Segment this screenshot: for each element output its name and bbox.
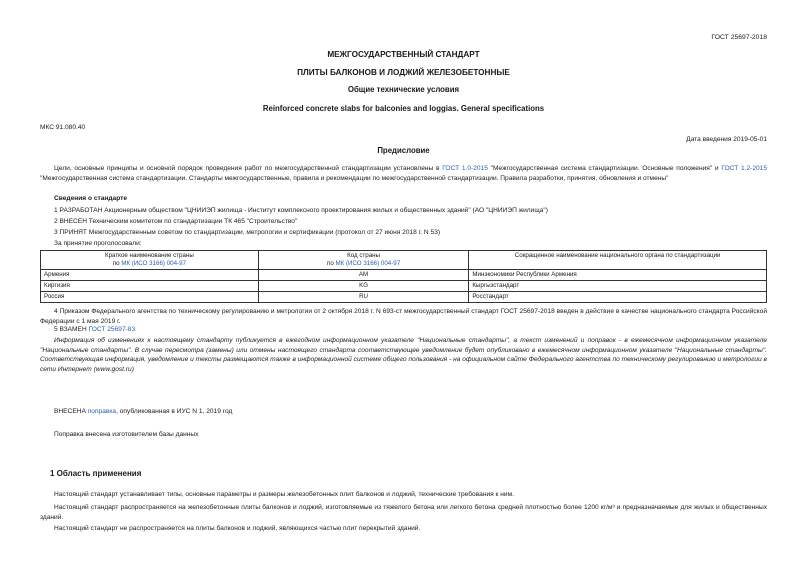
code-cell: RU: [258, 292, 469, 303]
item-1: 1 РАЗРАБОТАН Акционерным обществом "ЦНИИЭП жилища - Институт комплексного проектирования жилых и общественных зданий" (АО "ЦНИИЭП жилища"): [54, 207, 548, 214]
table-row: [41, 292, 767, 303]
section-1-heading: 1 Область применения: [50, 469, 142, 478]
document-title: ПЛИТЫ БАЛКОНОВ И ЛОДЖИЙ ЖЕЛЕЗОБЕТОННЫЕ: [297, 68, 510, 77]
item-2: 2 ВНЕСЕН Техническим комитетом по стандартизации ТК 465 "Строительство": [54, 218, 298, 225]
changes-notice: Информация об изменениях к настоящему стандарту публикуется в ежегодном информационном указателе "Национальные стандарты", а текст изменений и поправок - в ежемесячном информационном указателе "Национальные стандарты". В случае пересмотра (замены) или отмены настоящего стандарта соответствующее уведомление будет опубликовано в ежемесячном информационном указателе "Национальные стандарты". Соответствующая информация, уведомление и тексты размещаются также в информационной системе общего пользования - на официальном сайте Федерального агентства по техническому регулированию и метрологии в сети Интернет (www.gost.ru): [40, 337, 767, 373]
foreword-paragraph: [40, 164, 767, 183]
gost-25697-83-link[interactable]: ГОСТ 25697-83: [88, 326, 136, 333]
section-1-p3: Настоящий стандарт не распространяется на плиты балконов и лоджий, являющихся частью плит перекрытий зданий.: [54, 525, 421, 532]
code-cell: AM: [258, 270, 469, 281]
table-row: [41, 281, 767, 292]
amendment-link[interactable]: поправка: [87, 408, 117, 415]
foreword-text-1: Цели, основные принципы и основной порядок проведения работ по межгосударственной стандартизации установлены в: [54, 165, 443, 172]
document-title-en: Reinforced concrete slabs for balconies and loggias. General specifications: [262, 104, 545, 113]
foreword-heading: Предисловие: [377, 146, 430, 155]
item-4: 4 Приказом Федерального агентства по техническому регулированию и метрологии от 2 октября 2018 г. N 693-ст межгосударственный стандарт ГОСТ 25697-2018 введен в действие в качестве национального стандарта Российской Федерации с 1 мая 2019 г.: [40, 308, 767, 325]
info-heading: Сведения о стандарте: [54, 195, 128, 202]
country-cell: Армения: [41, 270, 259, 281]
section-1-p2: Настоящий стандарт распространяется на железобетонные плиты балконов и лоджий, изготовляемые из тяжелого бетона или легкого бетона средней плотностью более 1200 кг/м³ и предназначаемые для жилых и общественных зданий.: [40, 504, 767, 521]
voting-table: [40, 250, 767, 303]
code-cell: KG: [258, 281, 469, 292]
col-body-header: Сокращенное наименование национального органа по стандартизации: [469, 251, 767, 270]
item-5: 5 ВЗАМЕН ГОСТ 25697-83: [54, 326, 136, 333]
body-cell: Кыргызстандарт: [469, 281, 767, 292]
col-code-header: Код страны по МК (ИСО 3166) 004-97: [258, 251, 469, 270]
country-cell: Россия: [41, 292, 259, 303]
item-3: 3 ПРИНЯТ Межгосударственным советом по стандартизации, метрологии и сертификации (протокол от 27 июня 2018 г. N 53): [54, 229, 441, 236]
standard-type: МЕЖГОСУДАРСТВЕННЫЙ СТАНДАРТ: [327, 50, 480, 59]
document-subtitle: Общие технические условия: [347, 85, 460, 94]
foreword-text-2: "Межгосударственная система стандартизации. Основные положения" и: [487, 165, 722, 172]
voted-label: За принятие проголосовали:: [54, 240, 142, 247]
foreword-text-3: "Межгосударственная система стандартизации. Стандарты межгосударственные, правила и рекомендации по межгосударственной стандартизации. Правила разработки, принятия, обновления и отмены": [40, 174, 669, 182]
amendment-line: ВНЕСЕНА поправка, опубликованная в ИУС N 1, 2019 год: [54, 408, 233, 415]
mk-iso-link[interactable]: МК (ИСО 3166) 004-97: [121, 260, 186, 267]
table-row: [41, 270, 767, 281]
mk-iso-link[interactable]: МК (ИСО 3166) 004-97: [335, 260, 401, 267]
gost-1-2-link[interactable]: ГОСТ 1.2-2015: [721, 165, 768, 172]
mks-code: МКС 91.080.40: [40, 124, 86, 131]
table-header-row: [41, 251, 767, 270]
doc-code: ГОСТ 25697-2018: [711, 34, 767, 41]
gost-1-0-link[interactable]: ГОСТ 1.0-2015: [442, 165, 488, 172]
country-cell: Киргизия: [41, 281, 259, 292]
intro-date: Дата введения 2019-05-01: [686, 136, 767, 143]
amendment-note: Поправка внесена изготовителем базы данных: [54, 431, 199, 438]
body-cell: Росстандарт: [469, 292, 767, 303]
body-cell: Минэкономики Республики Армения: [469, 270, 767, 281]
section-1-p1: Настоящий стандарт устанавливает типы, основные параметры и размеры железобетонных плит балконов и лоджий, технические требования к ним.: [54, 491, 514, 498]
col-country-header: Краткое наименование страны по МК (ИСО 3166) 004-97: [41, 251, 259, 270]
